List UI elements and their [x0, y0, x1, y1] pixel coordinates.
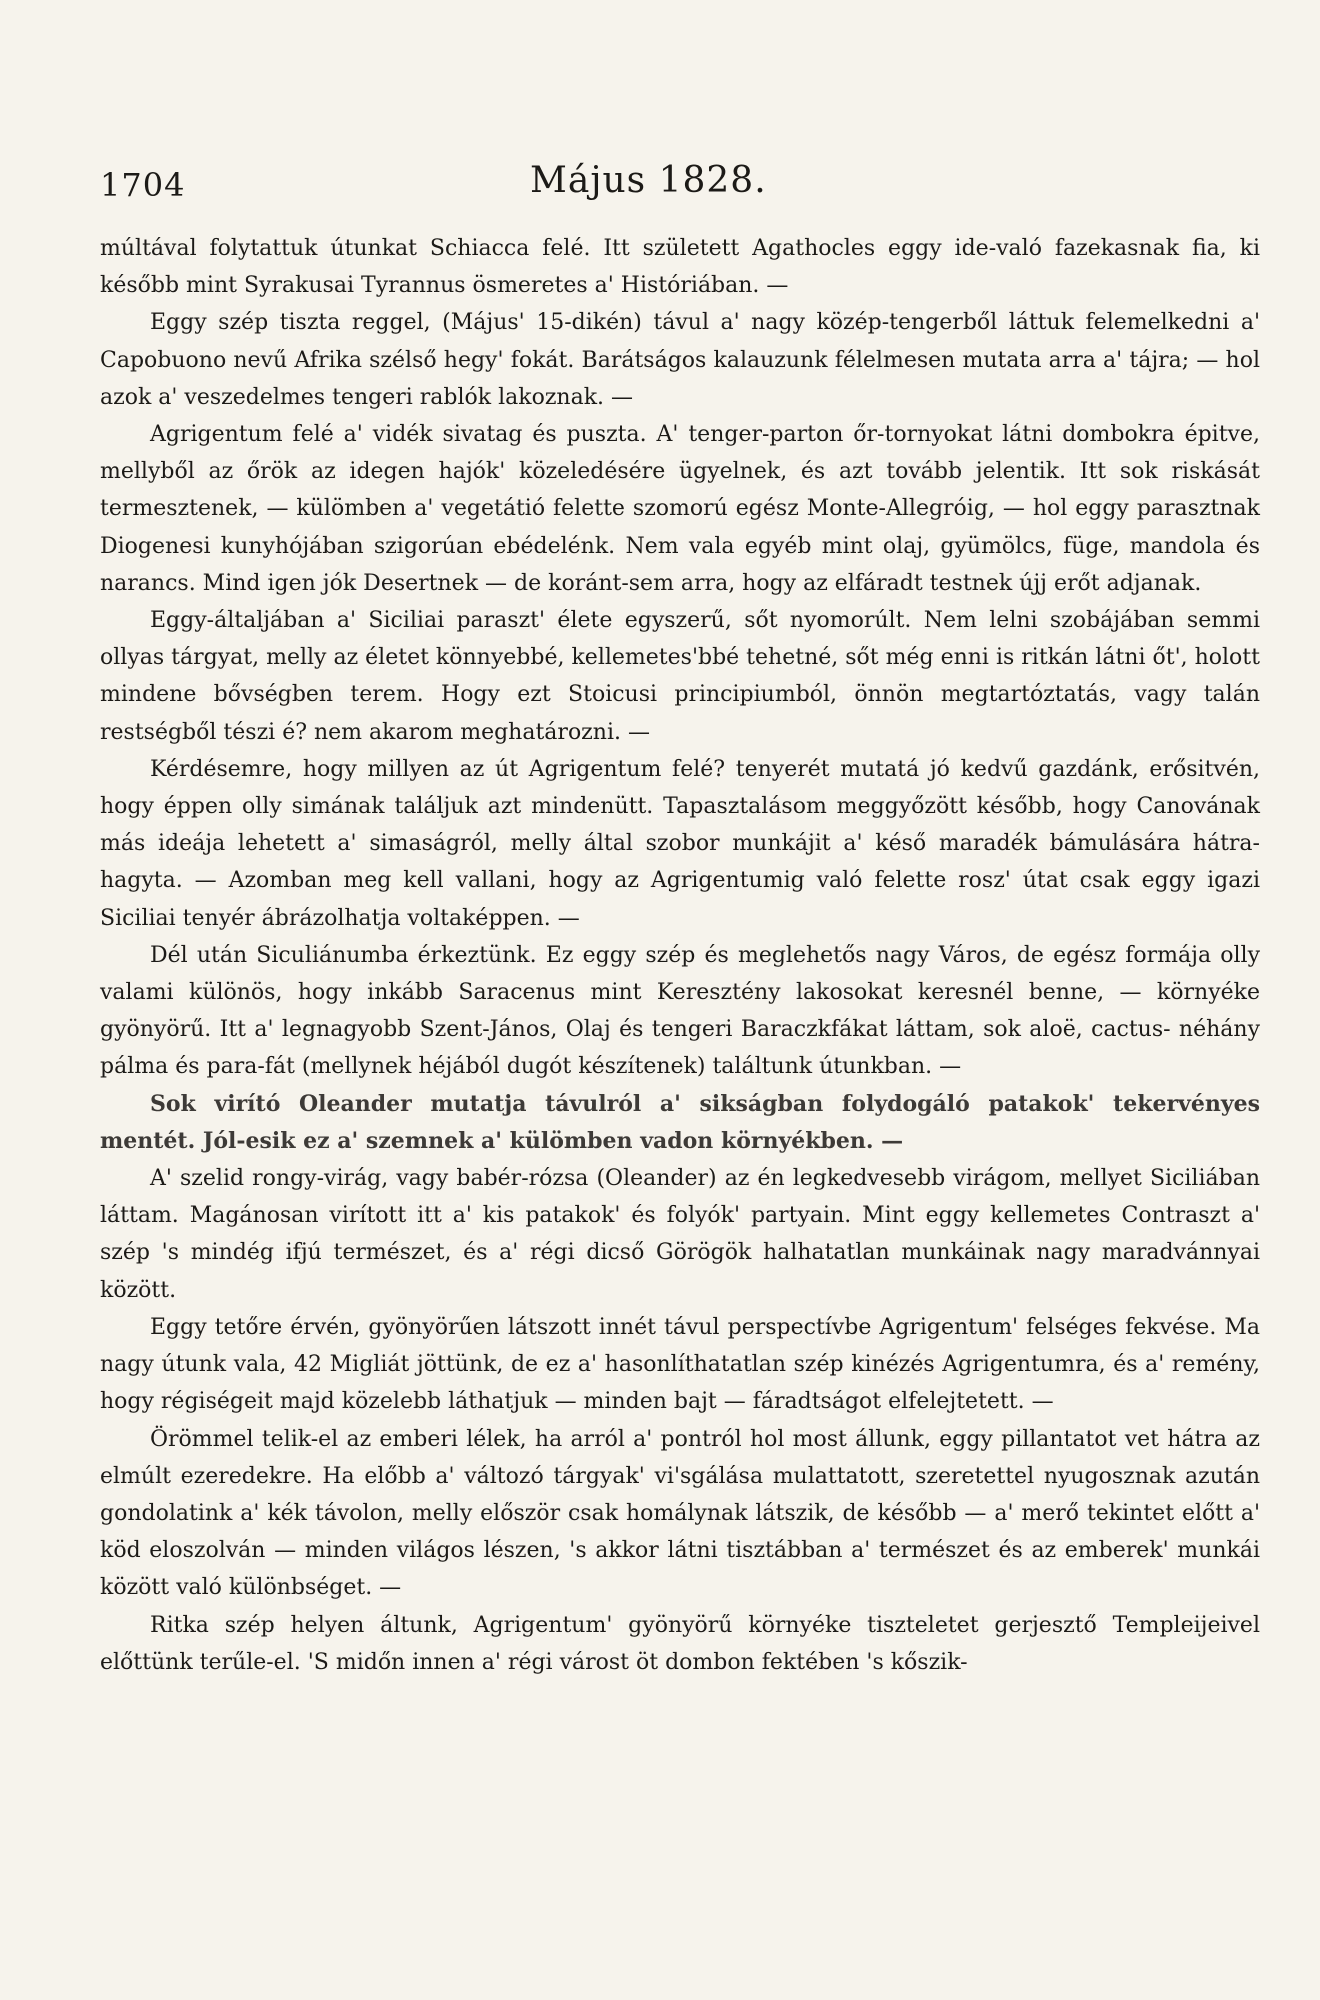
paragraph-4: Eggy-általjában a' Siciliai paraszt' élete egyszerű, sőt nyomorúlt. Nem lelni szobájában semmi ollyas tárgyat, melly az életet könnyebbé, kellemetes'bbé tehetné, sőt még enni is ritkán látni őt', holott mindene bővségben terem. Hogy ezt Stoicusi principiumból, önnön megtartóztatás, vagy talán restségből tészi é? nem akarom meghatározni. —: [100, 608, 1260, 745]
paragraph-5: Kérdésemre, hogy millyen az út Agrigentum felé? tenyerét mutatá jó kedvű gazdánk, erősitvén, hogy éppen olly simának találjuk azt mindenütt. Tapasztalásom meggyőzött később, hogy Canovának más ideája lehetett a' simaságról, melly által szobor munkájit a' késő maradék bámulására hátra-hagyta. — Azomban meg kell vallani, hogy az Agrigentumig való felette rosz' útat csak eggy igazi Siciliai tenyér ábrázolhatja voltaképpen. —: [100, 756, 1260, 931]
paragraph-9: Eggy tetőre érvén, gyönyörűen látszott innét távul perspectívbe Agrigentum' felséges fekvése. Ma nagy útunk vala, 42 Migliát jöttünk, de ez a' hasonlíthatatlan szép kinézés Agrigentumra, és a' remény, hogy régiségeit majd közelebb láthatjuk — minden bajt — fáradtságot elfelejtetett. —: [100, 1314, 1260, 1415]
page-number: 1704: [100, 166, 186, 204]
body-text: [100, 230, 1260, 1681]
paragraph-6: Dél után Siculiánumba érkeztünk. Ez eggy szép és meglehetős nagy Város, de egész formája olly valami különös, hogy inkább Saracenus mint Keresztény lakosokat keresnél benne, — környéke gyönyörű. Itt a' legnagyobb Szent-János, Olaj és tengeri Baraczkfákat láttam, sok aloë, cactus- néhány pálma és para-fát (mellynek héjából dugót készítenek) találtunk útunkban. —: [100, 942, 1260, 1080]
paragraph-7: Sok virító Oleander mutatja távulról a' sikságban folydogáló patakok' tekervényes mentét. Jól-esik ez a' szemnek a' külömben vadon környékben. —: [100, 1090, 1260, 1154]
page-header: [100, 160, 1260, 230]
paragraph-2: Eggy szép tiszta reggel, (Május' 15-dikén) távul a' nagy közép-tengerből láttuk felemelkedni a' Capobuono nevű Afrika szélső hegy' fokát. Barátságos kalauzunk félelmesen mutata arra a' tájra; — hol azok a' veszedelmes tengeri rablók lakoznak. —: [100, 310, 1260, 410]
paragraph-11: Ritka szép helyen áltunk, Agrigentum' gyönyörű környéke tiszteletet gerjesztő Templeijeivel előttünk terűle-el. 'S midőn innen a' régi várost öt dombon fektében 's kőszik-: [100, 1612, 1260, 1675]
paragraph-8: A' szelid rongy-virág, vagy babér-rózsa (Oleander) az én legkedvesebb virágom, mellyet Siciliában láttam. Magánosan virított itt a' kis patakok' és folyók' partyain. Mint eggy kellemetes Contraszt a' szép 's mindég ifjú természet, és a' régi dicső Görögök halhatatlan munkáinak nagy maradvánnyai között.: [100, 1166, 1260, 1303]
paragraph-10: Örömmel telik-el az emberi lélek, ha arról a' pontról hol most állunk, eggy pillantatot vet hátra az elmúlt ezeredekre. Ha előbb a' változó tárgyak' vi'sgálása mulattatott, szeretettel nyugosznak azután gondolatink a' kék távolon, melly először csak homálynak látszik, de később — a' merő tekintet előtt a' köd eloszolván — minden világos lészen, 's akkor látni tisztábban a' természet és az emberek' munkái között való különbséget. —: [100, 1426, 1260, 1601]
paragraph-3: Agrigentum felé a' vidék sivatag és puszta. A' tenger-parton őr-tornyokat látni dombokra épitve, mellyből az őrök az idegen hajók' közeledésére ügyelnek, és azt tovább jelentik. Itt sok riskását termesztenek, — külömben a' vegetátió felette szomorú egész Monte-Allegróig, — hol eggy parasztnak Diogenesi kunyhójában szigorúan ebédelénk. Nem vala egyéb mint olaj, gyümölcs, füge, mandola és narancs. Mind igen jók Desertnek — de koránt-sem arra, hogy az elfáradt testnek újj erőt adjanak.: [100, 422, 1260, 596]
paragraph-1: múltával folytattuk útunkat Schiacca felé. Itt született Agathocles eggy ide-való fazekasnak fia, ki később mint Syrakusai Tyrannus ösmeretes a' Históriában. —: [100, 236, 1260, 299]
running-title: Május 1828.: [530, 160, 767, 201]
